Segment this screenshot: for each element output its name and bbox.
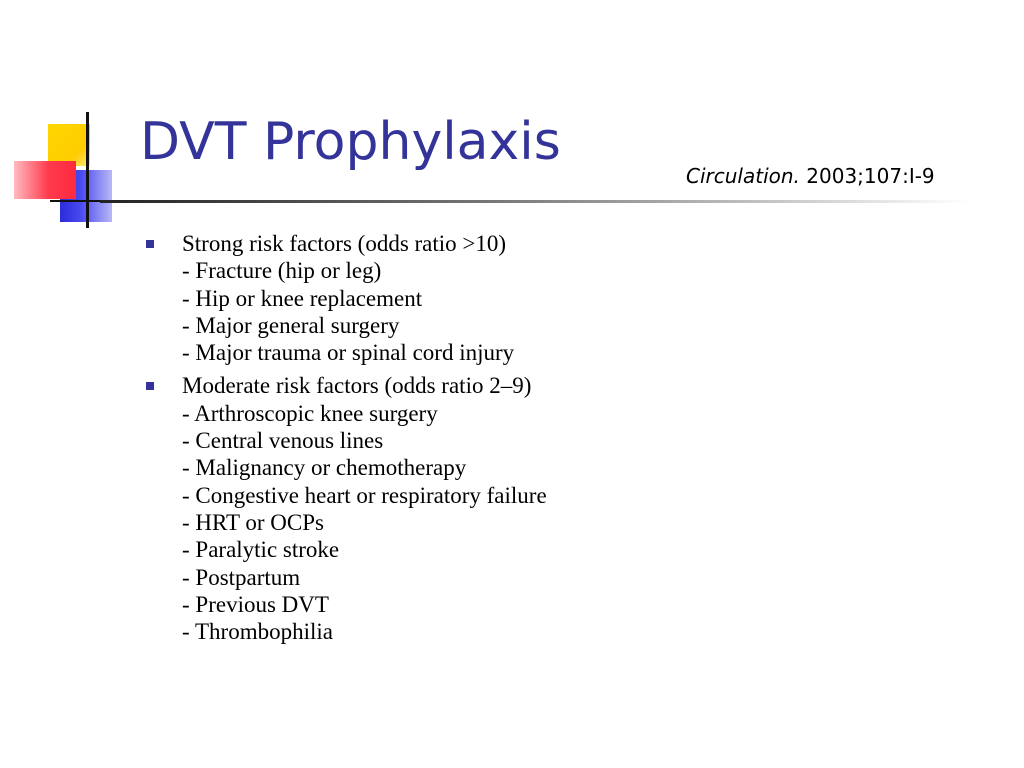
square-bullet-icon	[146, 382, 154, 390]
bullet-subitem: - Major trauma or spinal cord injury	[182, 340, 515, 366]
square-bullet-icon	[146, 240, 154, 248]
bullet-list	[146, 230, 986, 651]
bullet-subitem: - HRT or OCPs	[182, 509, 324, 535]
citation	[686, 164, 935, 188]
citation-journal: Circulation.	[686, 164, 800, 188]
slide-title: DVT Prophylaxis	[140, 112, 561, 172]
bullet-item-strong-risk	[146, 230, 986, 366]
bullet-subitem: - Postpartum	[182, 564, 301, 590]
bullet-subitem: - Major general surgery	[182, 312, 400, 338]
bullet-subitem: - Fracture (hip or leg)	[182, 258, 382, 284]
citation-reference: 2003;107:I-9	[806, 164, 935, 188]
decorative-vertical-line	[86, 112, 89, 228]
bullet-subitem: - Thrombophilia	[182, 619, 333, 645]
title-underline-rule	[100, 200, 970, 203]
bullet-heading: Strong risk factors (odds ratio >10)	[182, 231, 507, 256]
bullet-item-moderate-risk	[146, 372, 986, 645]
bullet-subitem: - Paralytic stroke	[182, 537, 340, 563]
bullet-subitem: - Central venous lines	[182, 428, 384, 454]
decorative-yellow-square	[48, 124, 90, 166]
bullet-subitem: - Previous DVT	[182, 591, 329, 617]
bullet-heading: Moderate risk factors (odds ratio 2–9)	[182, 373, 532, 399]
bullet-subitem: - Arthroscopic knee surgery	[182, 400, 438, 426]
bullet-subitem: - Malignancy or chemotherapy	[182, 455, 467, 481]
bullet-subitem: - Hip or knee replacement	[182, 285, 423, 311]
decorative-red-bar	[14, 161, 76, 199]
bullet-subitem: - Congestive heart or respiratory failure	[182, 482, 547, 508]
